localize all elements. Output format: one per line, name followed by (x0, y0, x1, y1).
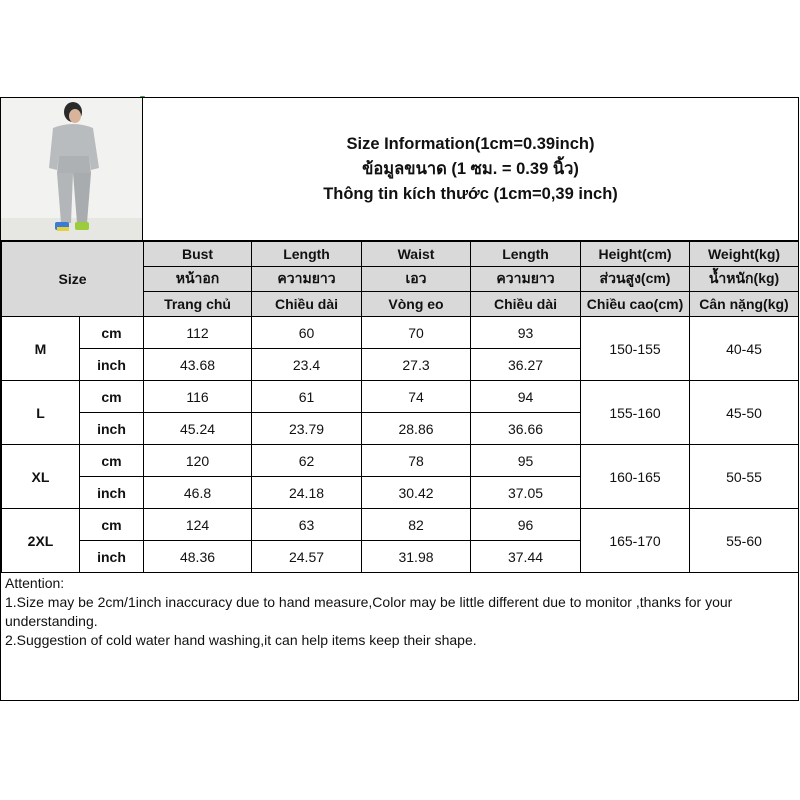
table-cell: 24.57 (252, 541, 362, 573)
unit-label: cm (80, 445, 144, 477)
weight-cell: 55-60 (690, 509, 799, 573)
note-item: 2.Suggestion of cold water hand washing,it can help items keep their shape. (5, 632, 477, 648)
header-line-vi: Thông tin kích thước (1cm=0,39 inch) (323, 184, 618, 203)
col-header-vi: Cân nặng(kg) (690, 292, 799, 317)
col-header-th: ความยาว (471, 267, 581, 292)
size-label: 2XL (2, 509, 80, 573)
table-cell: 61 (252, 381, 362, 413)
table-cell: 93 (471, 317, 581, 349)
unit-label: inch (80, 413, 144, 445)
header-row-en (2, 242, 799, 267)
size-header: Size (2, 242, 144, 317)
attention-notes (1, 572, 798, 652)
unit-label: cm (80, 317, 144, 349)
col-header-en: Bust (144, 242, 252, 267)
unit-label: inch (80, 477, 144, 509)
table-cell: 120 (144, 445, 252, 477)
table-cell: 124 (144, 509, 252, 541)
table-cell: 78 (362, 445, 471, 477)
table-cell: 95 (471, 445, 581, 477)
table-cell: 23.79 (252, 413, 362, 445)
header-line-en: Size Information(1cm=0.39inch) (346, 134, 595, 153)
col-header-th: หน้าอก (144, 267, 252, 292)
col-header-vi: Trang chủ (144, 292, 252, 317)
col-header-th: น้ำหนัก(kg) (690, 267, 799, 292)
size-label: XL (2, 445, 80, 509)
col-header-vi: Chiều cao(cm) (581, 292, 690, 317)
unit-label: inch (80, 349, 144, 381)
height-cell: 150-155 (581, 317, 690, 381)
table-cell: 46.8 (144, 477, 252, 509)
table-cell: 116 (144, 381, 252, 413)
header-line-th: ข้อมูลขนาด (1 ซม. = 0.39 นิ้ว) (362, 159, 579, 178)
size-info-header (143, 98, 798, 241)
table-cell: 36.66 (471, 413, 581, 445)
table-cell: 63 (252, 509, 362, 541)
height-cell: 165-170 (581, 509, 690, 573)
table-cell: 30.42 (362, 477, 471, 509)
col-header-th: ส่วนสูง(cm) (581, 267, 690, 292)
col-header-en: Height(cm) (581, 242, 690, 267)
model-image (1, 98, 143, 241)
col-header-th: ความยาว (252, 267, 362, 292)
notes-title: Attention: (5, 575, 65, 591)
unit-label: cm (80, 509, 144, 541)
product-photo (1, 98, 143, 241)
table-cell: 24.18 (252, 477, 362, 509)
table-cell: 28.86 (362, 413, 471, 445)
unit-label: inch (80, 541, 144, 573)
table-cell: 70 (362, 317, 471, 349)
table-cell: 36.27 (471, 349, 581, 381)
note-item: 1.Size may be 2cm/1inch inaccuracy due to hand measure,Color may be little different due to monitor ,thanks for your understanding. (5, 594, 733, 629)
table-row (2, 445, 799, 477)
col-header-en: Waist (362, 242, 471, 267)
weight-cell: 50-55 (690, 445, 799, 509)
table-cell: 62 (252, 445, 362, 477)
table-cell: 82 (362, 509, 471, 541)
unit-label: cm (80, 381, 144, 413)
table-cell: 27.3 (362, 349, 471, 381)
weight-cell: 45-50 (690, 381, 799, 445)
table-cell: 112 (144, 317, 252, 349)
col-header-en: Length (471, 242, 581, 267)
col-header-en: Length (252, 242, 362, 267)
height-cell: 155-160 (581, 381, 690, 445)
table-row (2, 381, 799, 413)
size-table (1, 241, 799, 573)
height-cell: 160-165 (581, 445, 690, 509)
table-cell: 96 (471, 509, 581, 541)
table-cell: 94 (471, 381, 581, 413)
table-cell: 31.98 (362, 541, 471, 573)
col-header-en: Weight(kg) (690, 242, 799, 267)
col-header-th: เอว (362, 267, 471, 292)
size-chart-sheet (0, 97, 799, 701)
col-header-vi: Chiều dài (471, 292, 581, 317)
col-header-vi: Chiều dài (252, 292, 362, 317)
table-cell: 74 (362, 381, 471, 413)
table-cell: 48.36 (144, 541, 252, 573)
size-label: L (2, 381, 80, 445)
table-cell: 37.05 (471, 477, 581, 509)
table-cell: 23.4 (252, 349, 362, 381)
table-cell: 60 (252, 317, 362, 349)
table-row (2, 317, 799, 349)
table-row (2, 509, 799, 541)
size-label: M (2, 317, 80, 381)
table-cell: 45.24 (144, 413, 252, 445)
weight-cell: 40-45 (690, 317, 799, 381)
table-cell: 37.44 (471, 541, 581, 573)
col-header-vi: Vòng eo (362, 292, 471, 317)
table-cell: 43.68 (144, 349, 252, 381)
